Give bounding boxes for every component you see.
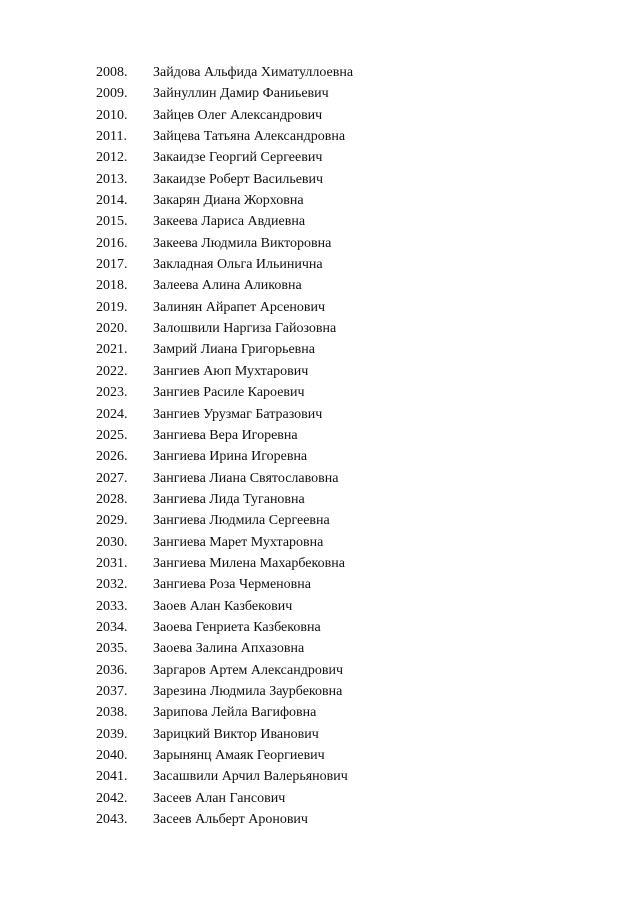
entry-number: 2043. <box>96 812 128 828</box>
entry-name: Зангиева Лиана Святославовна <box>153 470 339 486</box>
entry-number: 2029. <box>96 513 128 529</box>
list-item <box>96 745 353 766</box>
list-item <box>96 83 353 104</box>
list-item <box>96 617 353 638</box>
list-item <box>96 382 353 403</box>
entry-number: 2042. <box>96 790 128 806</box>
entry-name: Зарипова Лейла Вагифовна <box>153 705 317 721</box>
entry-number: 2032. <box>96 577 128 593</box>
entry-number: 2022. <box>96 363 128 379</box>
entry-name: Зайнуллин Дамир Фаниьевич <box>153 86 329 102</box>
entry-name: Зангиева Роза Черменовна <box>153 577 311 593</box>
entry-name: Засашвили Арчил Валерьянович <box>153 769 348 785</box>
entry-number: 2031. <box>96 555 128 571</box>
list-item <box>96 724 353 745</box>
list-item <box>96 510 353 531</box>
entry-number: 2027. <box>96 470 128 486</box>
list-item <box>96 62 353 83</box>
list-item <box>96 147 353 168</box>
entry-number: 2025. <box>96 427 128 443</box>
entry-name: Заоев Алан Казбекович <box>153 598 293 614</box>
entry-number: 2026. <box>96 449 128 465</box>
entry-name: Зайцев Олег Александрович <box>153 107 323 123</box>
list-item <box>96 468 353 489</box>
list-item <box>96 596 353 617</box>
numbered-name-list <box>96 62 353 830</box>
entry-name: Залошвили Наргиза Гайозовна <box>153 321 337 337</box>
entry-name: Зарезина Людмила Заурбековна <box>153 683 343 699</box>
entry-number: 2041. <box>96 769 128 785</box>
entry-name: Закеева Людмила Викторовна <box>153 235 332 251</box>
list-item <box>96 702 353 723</box>
entry-number: 2040. <box>96 748 128 763</box>
entry-number: 2036. <box>96 662 128 678</box>
entry-name: Зайцева Татьяна Александровна <box>153 129 346 145</box>
entry-number: 2018. <box>96 278 128 294</box>
entry-name: Заоева Залина Апхазовна <box>153 641 305 657</box>
list-item <box>96 339 353 360</box>
list-item <box>96 361 353 382</box>
list-item <box>96 318 353 339</box>
list-item <box>96 254 353 275</box>
entry-name: Зангиева Вера Игоревна <box>153 427 298 443</box>
list-item <box>96 233 353 254</box>
entry-name: Заоева Генриета Казбековна <box>153 619 321 635</box>
entry-number: 2024. <box>96 406 128 422</box>
entry-number: 2013. <box>96 171 128 187</box>
list-item <box>96 681 353 702</box>
entry-number: 2038. <box>96 705 128 721</box>
entry-number: 2030. <box>96 534 128 550</box>
list-item <box>96 275 353 296</box>
list-item <box>96 404 353 425</box>
entry-number: 2020. <box>96 321 128 337</box>
entry-name: Зангиев Аюп Мухтарович <box>153 363 309 379</box>
list-item <box>96 425 353 446</box>
entry-number: 2021. <box>96 342 128 358</box>
list-item <box>96 190 353 211</box>
entry-name: Засеев Алан Гансович <box>153 790 286 806</box>
entry-number: 2016. <box>96 235 128 251</box>
entry-name: Закаидзе Роберт Васильевич <box>153 171 324 187</box>
entry-name: Зангиева Ирина Игоревна <box>153 449 308 465</box>
list-item <box>96 105 353 126</box>
entry-name: Зангиева Милена Махарбековна <box>153 555 345 571</box>
entry-number: 2039. <box>96 726 128 742</box>
list-item <box>96 446 353 467</box>
entry-number: 2009. <box>96 86 128 102</box>
list-item <box>96 211 353 232</box>
list-item <box>96 169 353 190</box>
entry-name: Засеев Альберт Аронович <box>153 812 308 828</box>
list-item <box>96 809 353 830</box>
list-item <box>96 766 353 787</box>
list-item <box>96 553 353 574</box>
list-item <box>96 660 353 681</box>
entry-name: Закаидзе Георгий Сергеевич <box>153 150 323 166</box>
entry-number: 2010. <box>96 107 128 123</box>
entry-number: 2008. <box>96 65 128 80</box>
entry-number: 2017. <box>96 257 128 273</box>
entry-name: Зангиева Лида Тугановна <box>153 491 305 507</box>
entry-name: Заргаров Артем Александрович <box>153 662 344 678</box>
entry-name: Зайдова Альфида Химатуллоевна <box>153 65 354 80</box>
entry-name: Залеева Алина Аликовна <box>153 278 302 294</box>
entry-name: Залинян Айрапет Арсенович <box>153 299 326 315</box>
entry-name: Зангиев Расиле Кароевич <box>153 385 305 401</box>
entry-number: 2011. <box>96 129 127 145</box>
list-item <box>96 489 353 510</box>
list-item <box>96 788 353 809</box>
entry-number: 2014. <box>96 193 128 209</box>
entry-name: Зангиева Людмила Сергеевна <box>153 513 330 529</box>
entry-name: Зангиева Марет Мухтаровна <box>153 534 324 550</box>
entry-number: 2035. <box>96 641 128 657</box>
entry-name: Зарынянц Амаяк Георгиевич <box>153 748 325 763</box>
list-item <box>96 532 353 553</box>
entry-number: 2033. <box>96 598 128 614</box>
list-item <box>96 574 353 595</box>
entry-name: Зарицкий Виктор Иванович <box>153 726 319 742</box>
entry-name: Зангиев Урузмаг Батразович <box>153 406 323 422</box>
entry-number: 2023. <box>96 385 128 401</box>
entry-name: Закладная Ольга Ильинична <box>153 257 323 273</box>
entry-number: 2015. <box>96 214 128 230</box>
entry-name: Закарян Диана Жорховна <box>153 193 304 209</box>
entry-number: 2019. <box>96 299 128 315</box>
entry-name: Замрий Лиана Григорьевна <box>153 342 315 358</box>
list-item <box>96 126 353 147</box>
entry-number: 2034. <box>96 619 128 635</box>
entry-name: Закеева Лариса Авдиевна <box>153 214 306 230</box>
entry-number: 2028. <box>96 491 128 507</box>
entry-number: 2037. <box>96 683 128 699</box>
entry-number: 2012. <box>96 150 128 166</box>
list-item <box>96 297 353 318</box>
list-item <box>96 638 353 659</box>
